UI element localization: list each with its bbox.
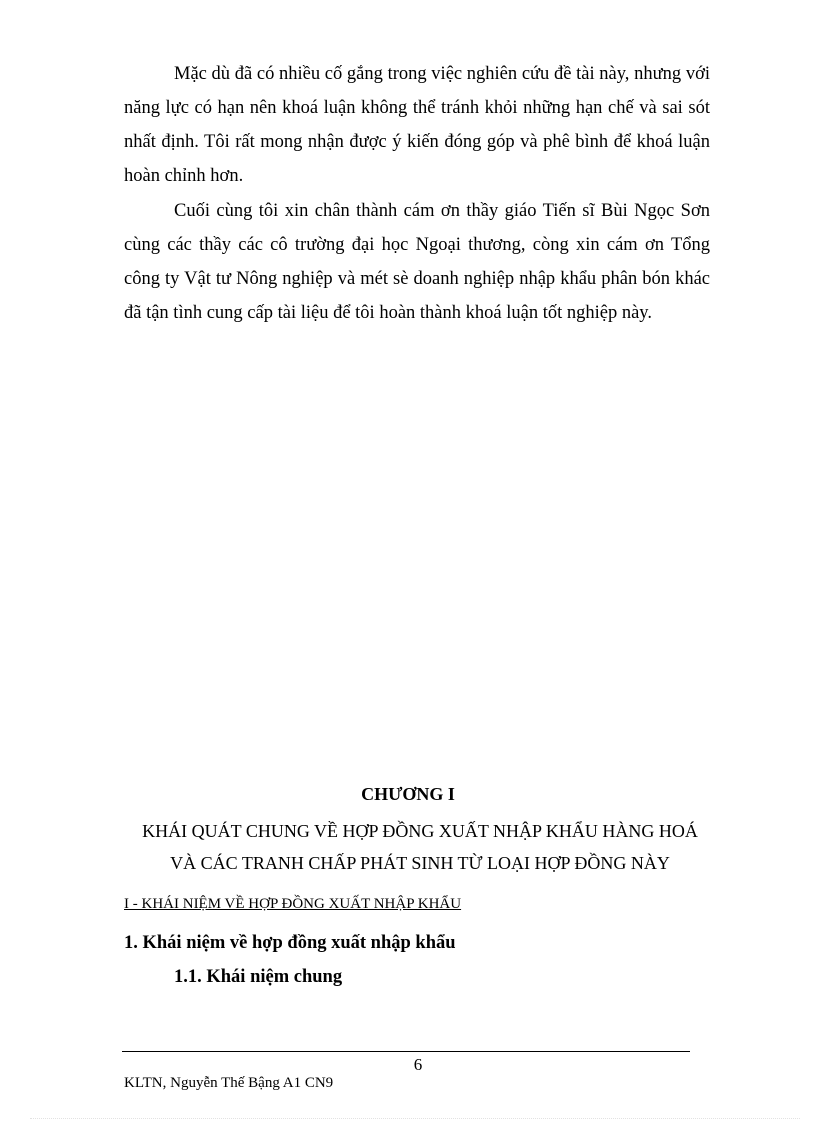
section-heading: I - KHÁI NIỆM VỀ HỢP ĐỒNG XUẤT NHẬP KHẨU (124, 896, 462, 912)
chapter-title-line-1: KHÁI QUÁT CHUNG VỀ HỢP ĐỒNG XUẤT NHẬP KHẨU HÀNG HOÁ (142, 821, 698, 841)
page-number: 6 (413, 1055, 423, 1074)
chapter-title-line-2: VÀ CÁC TRANH CHẤP PHÁT SINH TỪ LOẠI HỢP ĐỒNG NÀY (170, 853, 670, 873)
chapter-title (110, 815, 730, 879)
footer-divider (122, 1051, 690, 1052)
subsubsection-heading: 1.1. Khái niệm chung (174, 967, 343, 987)
subsection-heading: 1. Khái niệm về hợp đồng xuất nhập khẩu (124, 933, 456, 953)
footer-text: KLTN, Nguyễn Thế Bậng A1 CN9 (124, 1075, 334, 1091)
body-paragraph-1: Mặc dù đã có nhiều cố gắng trong việc nghiên cứu đề tài này, nhưng với năng lực có hạn nên khoá luận không thể tránh khỏi những hạn chế và sai sót nhất định. Tôi rất mong nhận được ý kiến đóng góp và phê bình để khoá luận hoàn chỉnh hơn. (124, 64, 710, 186)
chapter-label: CHƯƠNG I (361, 784, 455, 804)
page-bottom-border (30, 1118, 800, 1119)
body-paragraph-2: Cuối cùng tôi xin chân thành cám ơn thầy giáo Tiến sĩ Bùi Ngọc Sơn cùng các thầy các cô trường đại học Ngoại thương, còng xin cám ơn Tổng công ty Vật tư Nông nghiệp và mét sè doanh nghiệp nhập khẩu phân bón khác đã tận tình cung cấp tài liệu để tôi hoàn thành khoá luận tốt nghiệp này. (124, 201, 710, 323)
